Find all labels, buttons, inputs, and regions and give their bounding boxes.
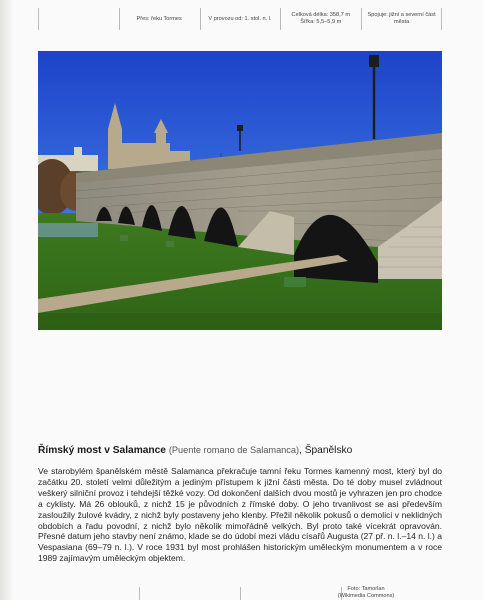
article-heading bbox=[38, 444, 448, 457]
bridge-photo bbox=[38, 51, 442, 330]
photo-credit bbox=[331, 586, 401, 600]
article-body: Ve starobylém španělském městě Salamanca překračuje tamní řeku Tormes kamenný most, který byl do začátku 20. století velmi důležitým a jediným přístupem k jižní části města. Do té doby musel zvládnout veškerý silniční provoz i tehdejší těžké vozy. Od dokončení dalších dvou mostů je vyhrazen jen pro chodce a cyklisty. Má 26 oblouků, z nichž 15 je původních z římské doby. O jeho trvanlivost se asi především zasloužily žulové kvádry, z nichž byly postaveny jeho klenby. Přežil několik pokusů o demolici v neklidných obdobích a řadu povodní, z nichž bylo několik mimořádně velkých. Byl proto také vícekrát opravován. Přesné datum jeho stavby není známo, klade se do údobí mezi vládu císařů Augusta (27 př. n. l.–14 n. l.) a Vespasiana (69–79 n. l.). V roce 1931 byl most prohlášen historickým uměleckým monumentem a v roce 1989 zajímavým uměleckým objektem. bbox=[38, 466, 442, 564]
fact-river: Přes: řeku Tormes bbox=[119, 6, 200, 32]
bottom-cell bbox=[240, 584, 341, 600]
bottom-cell bbox=[139, 584, 240, 600]
fact-cell-empty bbox=[38, 6, 119, 32]
article-original-name: (Puente romano de Salamanca) bbox=[168, 445, 300, 455]
bottom-cell bbox=[38, 584, 139, 600]
roman-bridge-illustration bbox=[38, 51, 442, 330]
fact-connects: Spojuje: jižní a severní část města bbox=[361, 6, 442, 32]
fact-width: Šířka: 5,5–5,9 m bbox=[300, 19, 342, 25]
fact-dimensions bbox=[280, 6, 361, 32]
photo-credit-author: Foto: Tamorlan bbox=[347, 586, 385, 592]
photo-credit-source: (Wikimedia Commons) bbox=[337, 593, 395, 599]
page-gutter-shadow bbox=[0, 0, 14, 600]
fact-total-length: Celková délka: 358,7 m bbox=[291, 12, 351, 18]
bridge-facts-bar bbox=[38, 6, 442, 32]
article-title: Římský most v Salamance bbox=[38, 445, 166, 456]
fact-in-service: V provozu od: 1. stol. n. l. bbox=[200, 6, 281, 32]
article-country: , Španělsko bbox=[299, 445, 353, 456]
